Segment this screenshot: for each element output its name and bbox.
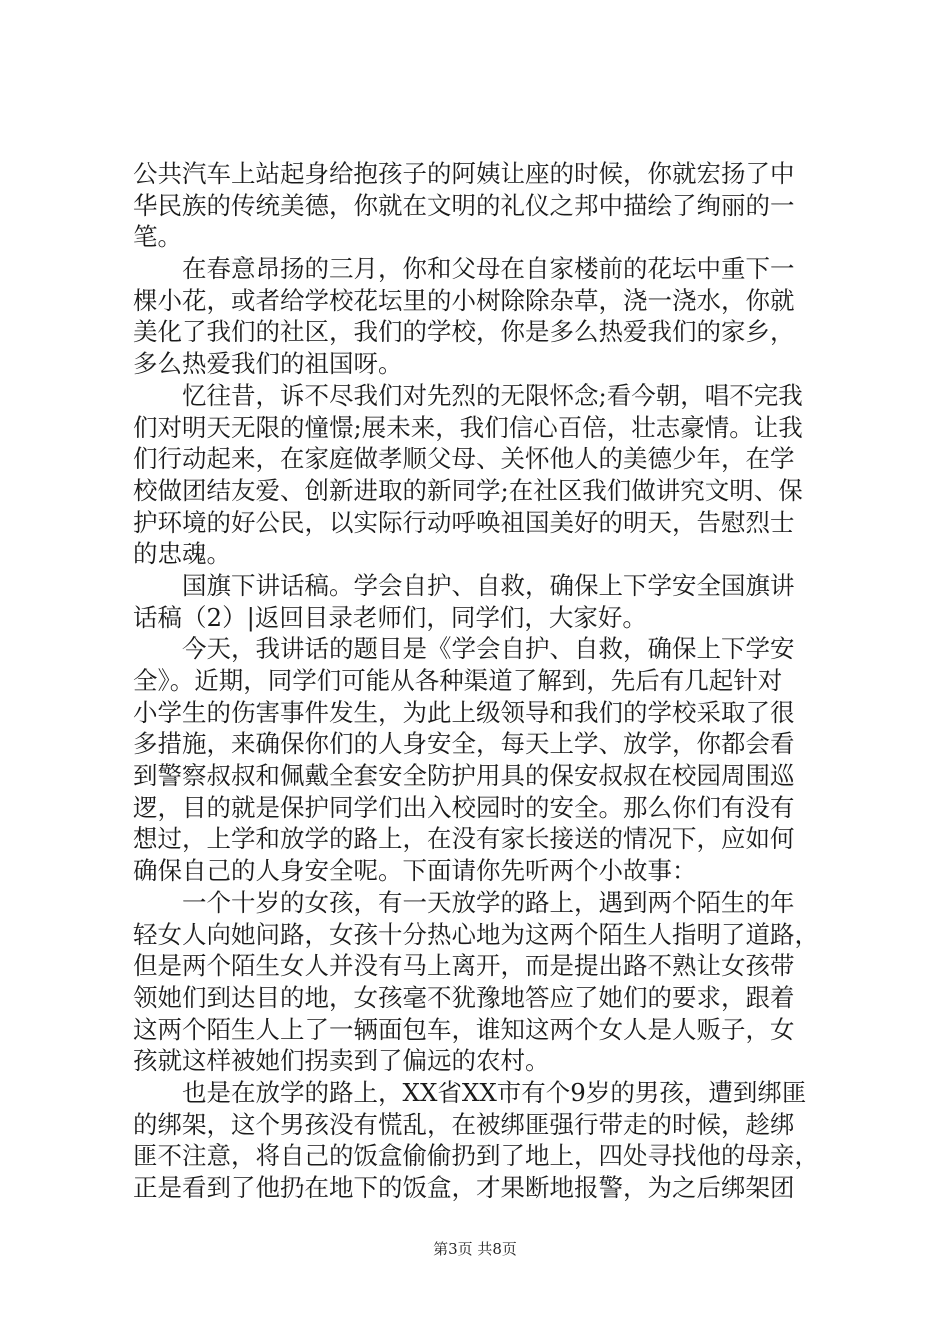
text-line: 校做团结友爱、创新进取的新同学;在社区我们做讲究文明、保 [133,475,803,505]
text-line: 的忠魂。 [133,539,231,569]
text-line: 领她们到达目的地，女孩毫不犹豫地答应了她们的要求，跟着 [133,982,795,1012]
text-line: 多么热爱我们的祖国呀。 [133,349,403,379]
text-line: 匪不注意，将自己的饭盒偷偷扔到了地上，四处寻找他的母亲， [133,1141,819,1171]
text-line: 话稿（2）|返回目录老师们，同学们，大家好。 [133,602,647,632]
text-line: 到警察叔叔和佩戴全套安全防护用具的保安叔叔在校园周围巡 [133,761,795,791]
text-line: 孩就这样被她们拐卖到了偏远的农村。 [133,1046,550,1076]
text-line: 们对明天无限的憧憬;展未来，我们信心百倍，壮志豪情。让我 [133,412,803,442]
text-line: 逻，目的就是保护同学们出入校园时的安全。那么你们有没有 [133,792,795,822]
text-line: 轻女人向她问路，女孩十分热心地为这两个陌生人指明了道路， [133,919,819,949]
text-line: 美化了我们的社区，我们的学校，你是多么热爱我们的家乡， [133,317,795,347]
text-line: 国旗下讲话稿。学会自护、自救，确保上下学安全国旗讲 [133,570,795,600]
text-line: 小学生的伤害事件发生，为此上级领导和我们的学校采取了很 [133,697,795,727]
text-line: 护环境的好公民，以实际行动呼唤祖国美好的明天，告慰烈士 [133,507,795,537]
text-line: 确保自己的人身安全呢。下面请你先听两个小故事： [133,856,697,886]
text-line: 华民族的传统美德，你就在文明的礼仪之邦中描绘了绚丽的一 [133,190,795,220]
text-line: 今天，我讲话的题目是《学会自护、自救，确保上下学安 [133,634,795,664]
text-line: 正是看到了他扔在地下的饭盒，才果断地报警，为之后绑架团 [133,1173,795,1202]
text-line: 的绑架，这个男孩没有慌乱，在被绑匪强行带走的时候，趁绑 [133,1109,795,1139]
text-line: 也是在放学的路上，XX省XX市有个9岁的男孩，遭到绑匪 [133,1077,807,1107]
body-text [133,158,823,1204]
text-line: 但是两个陌生女人并没有马上离开，而是提出路不熟让女孩带 [133,951,795,981]
text-line: 一个十岁的女孩，有一天放学的路上，遇到两个陌生的年 [133,887,795,917]
text-line: 在春意昂扬的三月，你和父母在自家楼前的花坛中重下一 [133,254,795,284]
text-line: 全》。近期，同学们可能从各种渠道了解到，先后有几起针对 [133,666,783,695]
text-line: 们行动起来，在家庭做孝顺父母、关怀他人的美德少年，在学 [133,444,795,474]
text-line: 棵小花，或者给学校花坛里的小树除除杂草，浇一浇水，你就 [133,285,795,315]
text-line: 笔。 [133,222,182,252]
page-number-footer: 第3页 共8页 [433,1240,517,1258]
text-line: 公共汽车上站起身给抱孩子的阿姨让座的时候，你就宏扬了中 [133,159,795,188]
text-line: 这两个陌生人上了一辆面包车，谁知这两个女人是人贩子，女 [133,1014,795,1044]
text-line: 想过，上学和放学的路上，在没有家长接送的情况下，应如何 [133,824,795,854]
text-line: 多措施，来确保你们的人身安全，每天上学、放学，你都会看 [133,729,795,759]
text-line: 忆往昔，诉不尽我们对先烈的无限怀念;看今朝，唱不完我 [133,380,803,410]
